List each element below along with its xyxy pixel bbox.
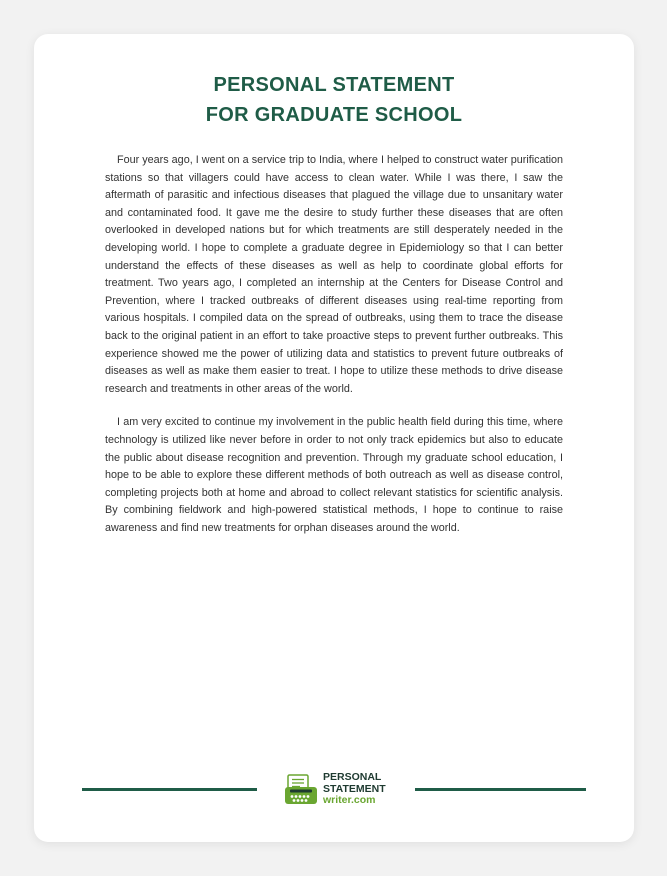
paragraph-1: Four years ago, I went on a service trip to India, where I helped to construct water purification stations so that villagers could have access to clean water. While I was there, I saw the aftermath of parasitic and infectious diseases that plagued the village due to unsanitary water and contaminated food. It gave me the desire to study further these diseases that are often overlooked in developed nations but for which treatments are still desperately needed in the developing world. I hope to complete a graduate degree in Epidemiology so that I can better understand the effects of these diseases as well as help to coordinate global efforts for treatment. Two years ago, I completed an internship at the Centers for Disease Control and Prevention, where I tracked outbreaks of different diseases using real-time reporting from various hospitals. I compiled data on the spread of outbreaks, using them to trace the disease back to the original patient in an effort to take proactive steps to prevent further outbreaks. This experience showed me the power of utilizing data and statistics to prevent future outbreaks of diseases as well as make them easier to treat. I hope to utilize these methods to drive disease research and treatments in other areas of the world. bbox=[105, 154, 563, 395]
brand-logo bbox=[284, 770, 394, 810]
brand-domain: writer.com bbox=[323, 794, 376, 806]
statement-body bbox=[105, 152, 563, 553]
title-line-2: FOR GRADUATE SCHOOL bbox=[205, 104, 463, 126]
title-line-1: PERSONAL STATEMENT bbox=[213, 74, 455, 96]
page-title bbox=[34, 70, 634, 130]
brand-line-1: PERSONAL bbox=[323, 771, 382, 783]
footer-divider-right bbox=[415, 788, 586, 791]
footer-divider-left bbox=[82, 788, 257, 791]
brand-line-2: STATEMENT bbox=[323, 782, 386, 795]
paragraph-2: I am very excited to continue my involvement in the public health field during this time, where technology is utilized like never before in order to not only track epidemics but also to educate the public about disease recognition and prevention. Through my graduate school education, I hope to be able to explore these different methods of both outreach as well as disease control, completing projects both at home and abroad to collect relevant statistics for scientific analysis. By combining fieldwork and high-powered statistical methods, I hope to continue to raise awareness and find new treatments for orphan diseases around the world. bbox=[105, 416, 563, 534]
brand-wordmark bbox=[323, 772, 386, 807]
typewriter-icon bbox=[284, 772, 318, 806]
document-page bbox=[34, 34, 634, 842]
footer bbox=[34, 770, 634, 830]
